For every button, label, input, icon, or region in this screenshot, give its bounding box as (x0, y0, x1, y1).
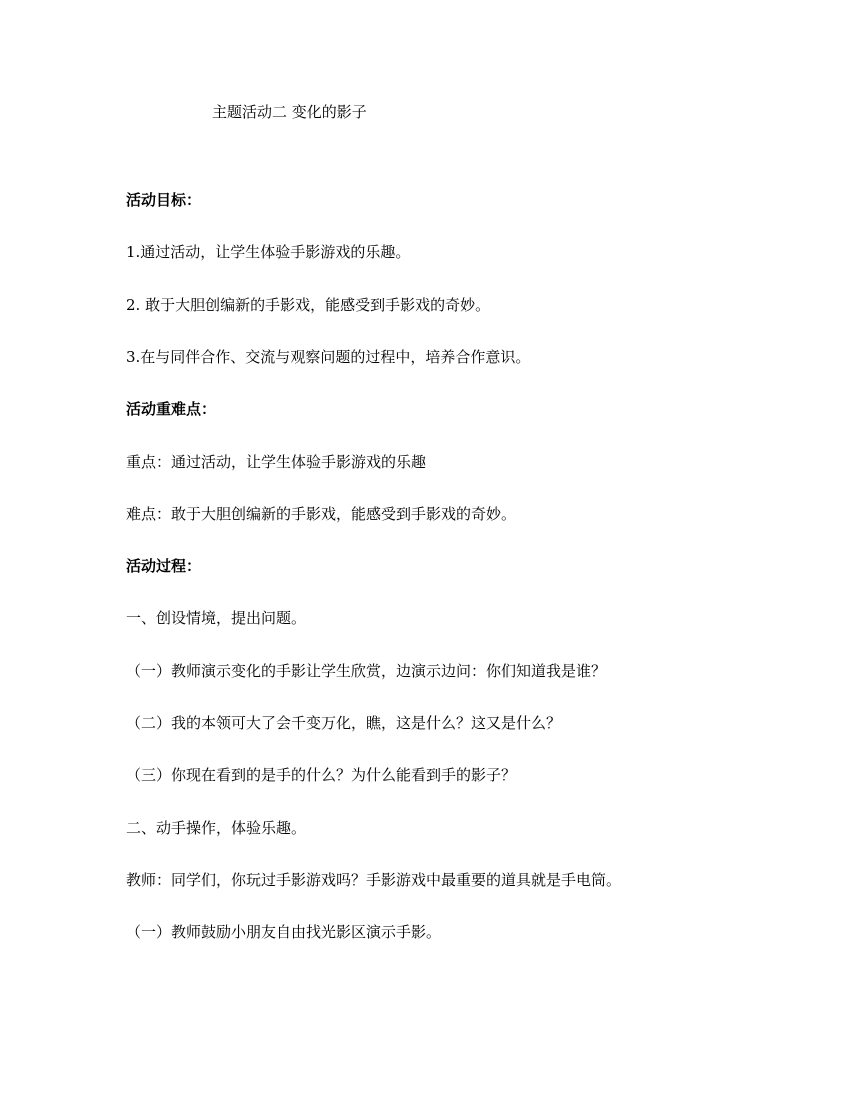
objective-item: 3.在与同伴合作、交流与观察问题的过程中，培养合作意识。 (126, 348, 531, 366)
section-two-item: （一）教师鼓励小朋友自由找光影区演示手影。 (126, 923, 442, 941)
objectives-heading: 活动目标： (126, 191, 202, 209)
objective-item: 1.通过活动，让学生体验手影游戏的乐趣。 (126, 243, 411, 261)
process-heading: 活动过程： (126, 557, 202, 575)
document-title: 主题活动二 变化的影子 (212, 103, 367, 121)
section-one-item: （一）教师演示变化的手影让学生欣赏，边演示边问：你们知道我是谁？ (126, 662, 607, 680)
objective-item: 2. 敢于大胆创编新的手影戏，能感受到手影戏的奇妙。 (126, 296, 491, 314)
section-two-title: 二、动手操作，体验乐趣。 (126, 819, 307, 837)
key-point: 重点：通过活动，让学生体验手影游戏的乐趣 (126, 453, 427, 471)
difficult-point: 难点：敢于大胆创编新的手影戏，能感受到手影戏的奇妙。 (126, 505, 517, 523)
teacher-line: 教师：同学们，你玩过手影游戏吗？手影游戏中最重要的道具就是手电筒。 (126, 871, 622, 889)
section-one-item: （三）你现在看到的是手的什么？为什么能看到手的影子？ (126, 766, 517, 784)
section-one-title: 一、创设情境，提出问题。 (126, 609, 307, 627)
key-points-heading: 活动重难点： (126, 400, 217, 418)
section-one-item: （二）我的本领可大了会千变万化，瞧，这是什么？这又是什么？ (126, 714, 562, 732)
